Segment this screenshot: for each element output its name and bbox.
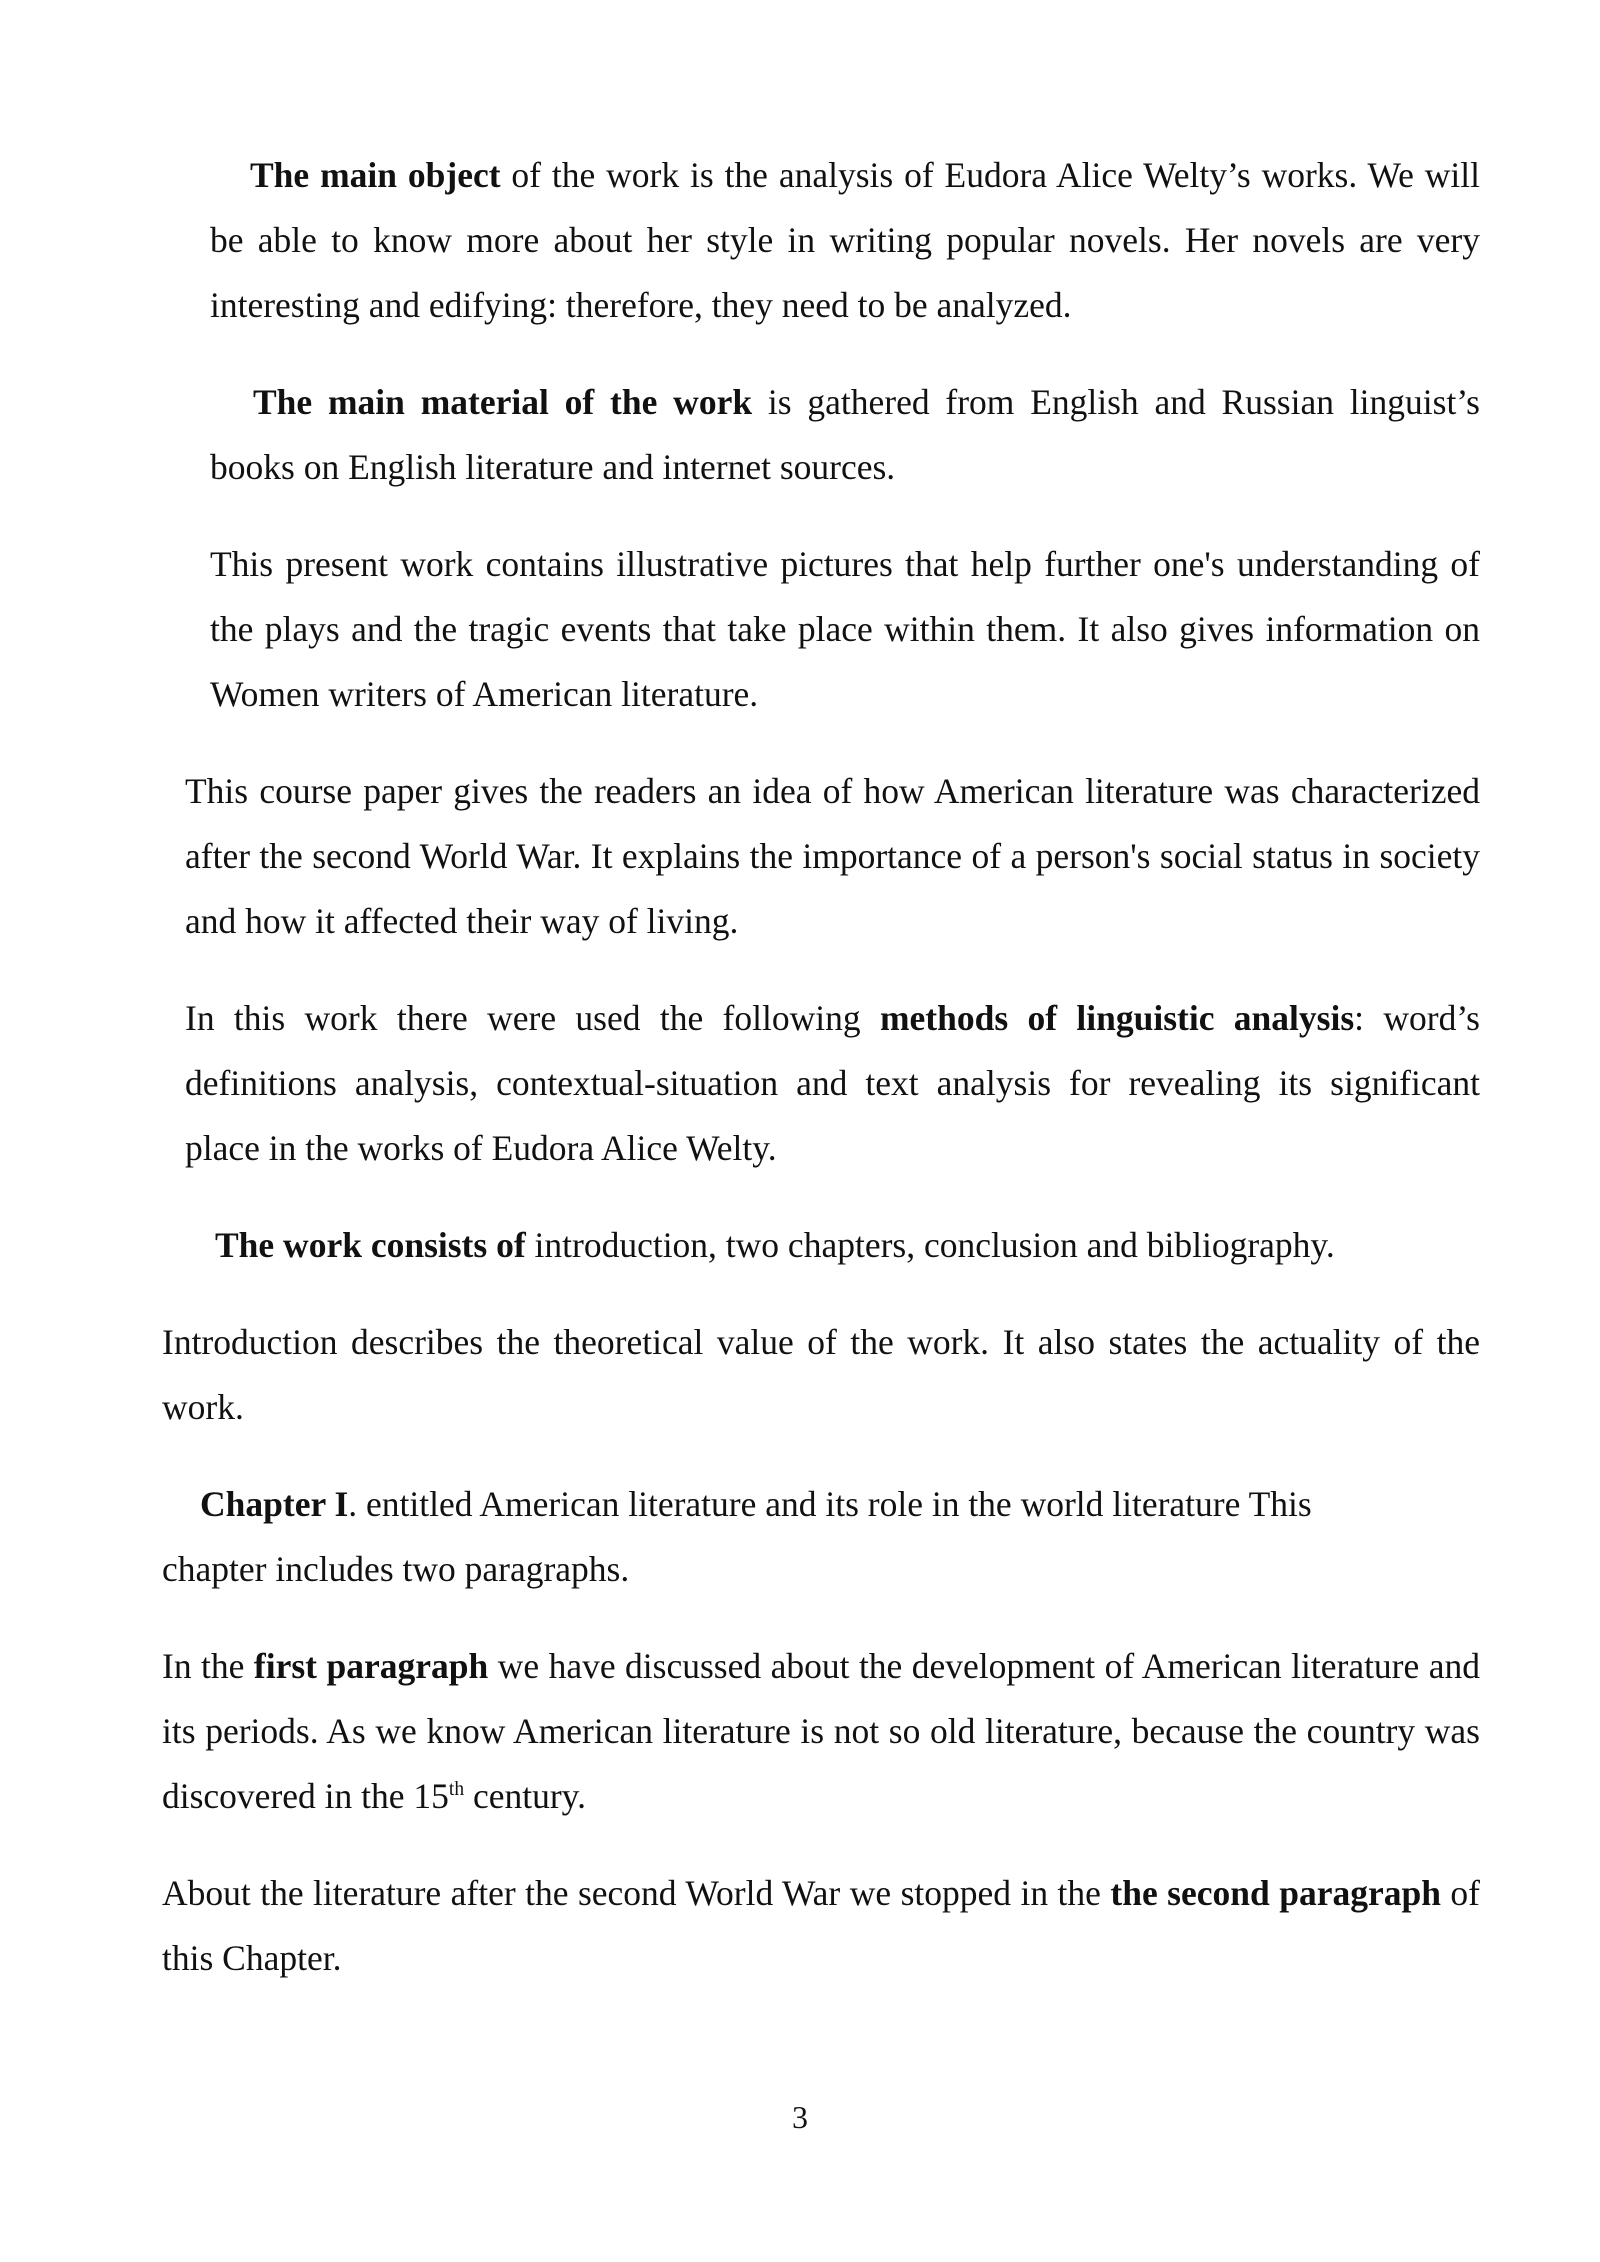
paragraph-text: This course paper gives the readers an idea of how American literature was characterized after the second World War. It explains the importance of a person's social status in society and how it affected their way of living.	[185, 771, 1480, 941]
paragraph-text: Introduction describes the theoretical value of the work. It also states the actuality of the work.	[162, 1322, 1480, 1427]
paragraph-text: of the work is the analysis of Eudora Alice Welty’s works. We will be able to know more about her style in writing popular novels. Her novels are very interesting and edifying: therefore, they need to be analyzed.	[210, 155, 1480, 325]
bold-chapter-one: Chapter I	[200, 1484, 349, 1524]
paragraph-text: is gathered from English and Russian linguist’s books on English literature and internet sources.	[210, 382, 1480, 487]
paragraph-text: This present work contains illustrative pictures that help further one's understanding of the plays and the tragic events that take place within them. It also gives information on Women writers of American literature.	[210, 544, 1480, 714]
bold-work-consists: The work consists of	[215, 1225, 526, 1265]
paragraph-work-consists	[215, 1213, 1480, 1278]
bold-second-paragraph: the second paragraph	[1110, 1873, 1441, 1913]
paragraph-second-paragraph	[162, 1861, 1480, 1991]
bold-first-paragraph: first paragraph	[253, 1646, 489, 1686]
paragraph-text: About the literature after the second World War we stopped in the	[162, 1873, 1111, 1913]
paragraph-text: century.	[464, 1776, 586, 1816]
bold-main-object: The main object	[250, 155, 501, 195]
paragraph-main-object	[210, 143, 1480, 338]
paragraph-chapter-one	[162, 1472, 1392, 1602]
paragraph-text: : word’s definitions analysis, contextual-situation and text analysis for revealing its significant place in the works of Eudora Alice Welty.	[185, 998, 1480, 1168]
paragraph-text: introduction, two chapters, conclusion and bibliography.	[525, 1225, 1335, 1265]
paragraph-course-paper	[185, 759, 1480, 954]
paragraph-text: we have discussed about the development of American literature and its periods. As we know American literature is not so old literature, because the country was discovered in the 15	[162, 1646, 1480, 1816]
paragraph-illustrative-pictures	[210, 532, 1480, 727]
paragraph-text: of this Chapter.	[162, 1873, 1480, 1978]
bold-methods: methods of linguistic analysis	[879, 998, 1355, 1038]
bold-main-material: The main material of the work	[253, 382, 753, 422]
paragraph-methods	[185, 986, 1480, 1181]
paragraph-first-paragraph	[162, 1634, 1480, 1829]
paragraph-text: In this work there were used the following	[185, 998, 880, 1038]
page-number: 3	[792, 2099, 808, 2135]
paragraph-main-material	[210, 370, 1480, 500]
superscript-th: th	[448, 1779, 465, 1801]
paragraph-text: In the	[162, 1646, 254, 1686]
paragraph-introduction	[162, 1310, 1480, 1440]
paragraph-text: . entitled American literature and its role in the world literature This chapter includes two paragraphs.	[162, 1484, 1312, 1589]
